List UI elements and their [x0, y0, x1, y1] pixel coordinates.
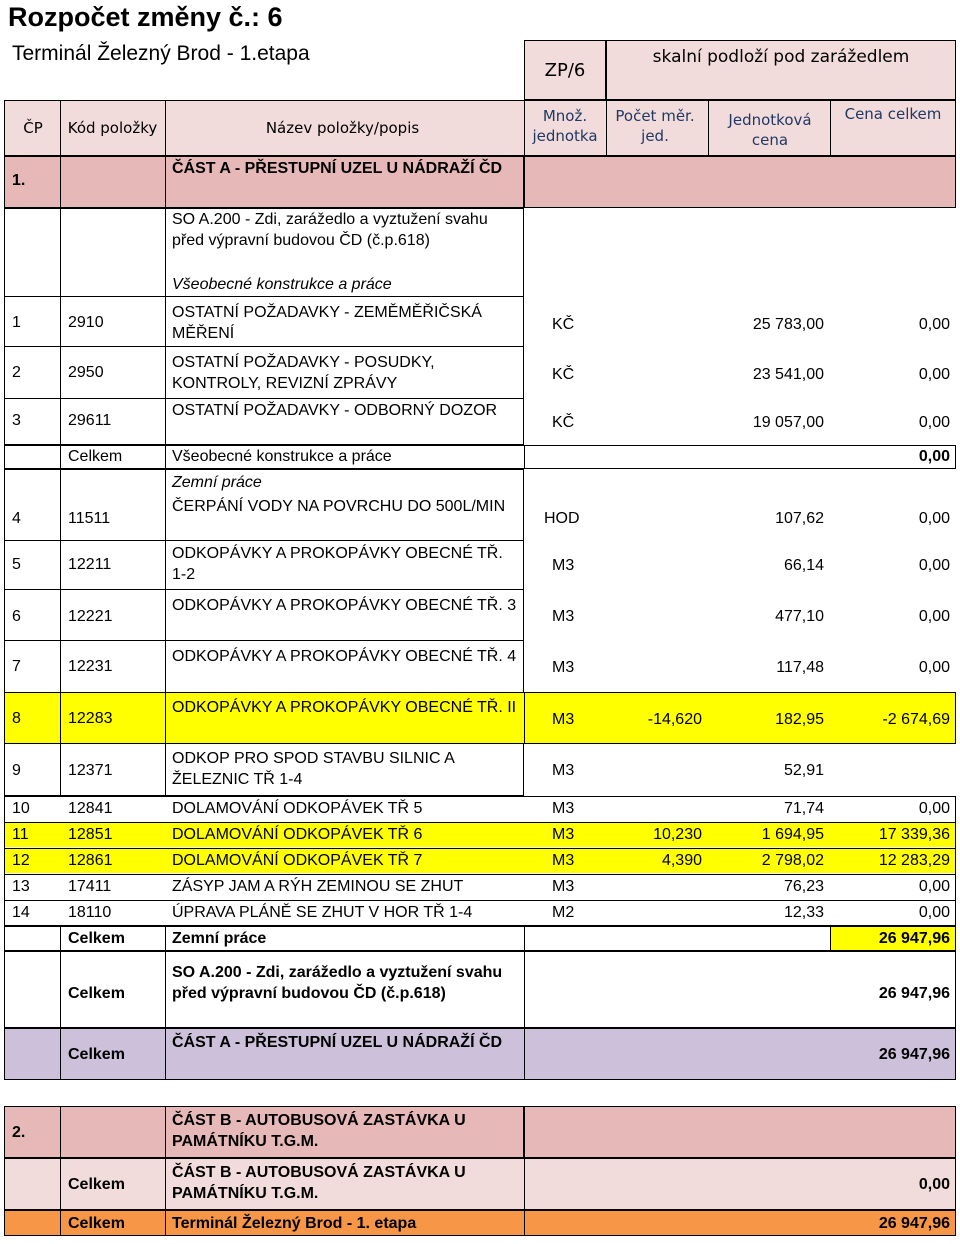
zp-header: ZP/6	[524, 40, 606, 100]
part-b-label: ČÁST B - AUTOBUSOVÁ ZASTÁVKA U PAMÁTNÍKU T.G.M.	[172, 1112, 466, 1150]
section-2-title: Zemní práce	[172, 474, 262, 491]
part-a-label: ČÁST A - PŘESTUPNÍ UZEL U NÁDRAŽÍ ČD	[172, 160, 503, 177]
col-cp: ČP	[23, 119, 43, 137]
section-2-total-row	[4, 926, 956, 951]
col-nazev: Název položky/popis	[265, 119, 420, 137]
section-1-title: Všeobecné konstrukce a práce	[172, 276, 392, 293]
document-subtitle: Terminál Železný Brod - 1.etapa	[12, 42, 310, 65]
so-label: SO A.200 - Zdi, zarážedlo a vyztužení svahu před výpravní budovou ČD (č.p.618)	[172, 211, 488, 249]
section-1-total-row	[4, 445, 956, 469]
grand-total-row	[4, 1210, 956, 1236]
part-b-number: 2.	[12, 1124, 26, 1141]
col-mnoz: Množ. jednotka	[532, 107, 598, 145]
col-kod: Kód položky	[67, 119, 158, 137]
col-pocet: Počet měr. jed.	[615, 107, 695, 145]
part-a-number: 1.	[12, 172, 26, 189]
skalni-header: skalní podloží pod zarážedlem	[606, 40, 956, 100]
col-jedn: Jednotková cena	[728, 111, 812, 149]
document-title: Rozpočet změny č.: 6	[8, 2, 283, 32]
col-cena: Cena celkem	[844, 105, 942, 123]
